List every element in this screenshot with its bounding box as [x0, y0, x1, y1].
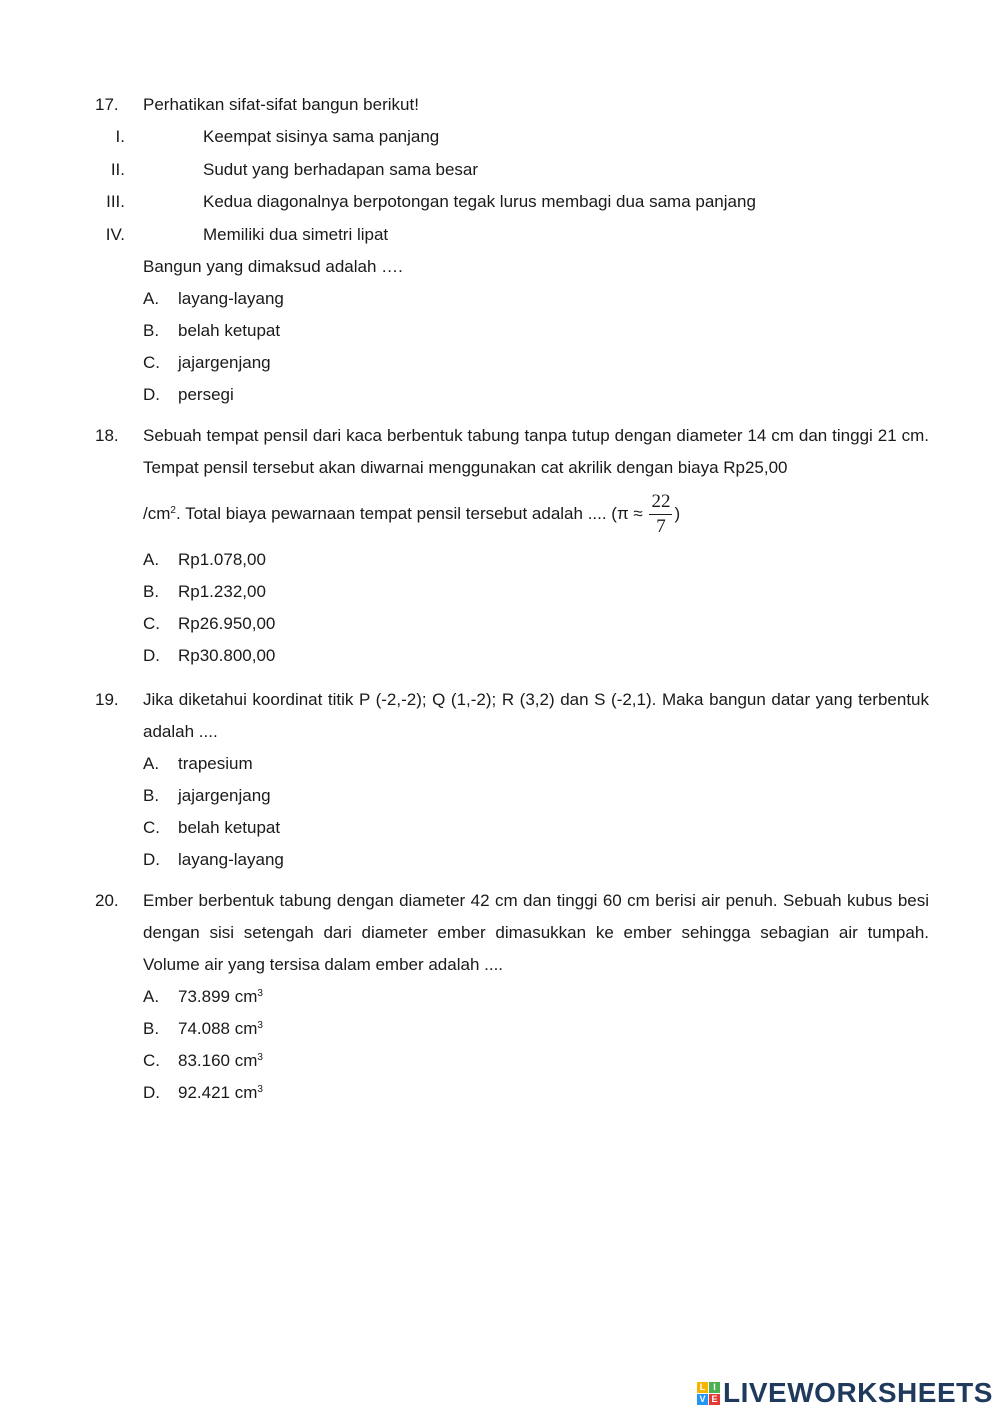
property-numeral: I.	[115, 127, 125, 146]
option-letter: A.	[143, 987, 160, 1006]
answer-option[interactable]	[143, 1045, 929, 1077]
option-text	[178, 1077, 263, 1109]
option-letter: C.	[143, 614, 160, 633]
option-unit-exponent: 3	[257, 1084, 263, 1095]
option-letter: B.	[143, 582, 160, 601]
option-value: 83.160	[178, 1051, 230, 1070]
answer-option[interactable]	[143, 844, 929, 876]
property-text: Keempat sisinya sama panjang	[203, 127, 440, 146]
question-number: 19.	[95, 690, 119, 709]
answer-option[interactable]	[143, 981, 929, 1013]
property-item	[115, 121, 929, 154]
property-item	[106, 186, 929, 219]
logo-icon-tile: L	[697, 1382, 708, 1393]
option-letter: C.	[143, 818, 160, 837]
answer-option[interactable]	[143, 1013, 929, 1045]
option-unit-exponent: 3	[257, 988, 263, 999]
question-stem-continuation	[143, 484, 929, 544]
option-text: jajargenjang	[178, 786, 271, 805]
option-text: Rp30.800,00	[178, 646, 276, 665]
option-text: persegi	[178, 385, 234, 404]
logo-icon-tile: I	[709, 1382, 720, 1393]
fraction-denominator: 7	[656, 516, 666, 538]
option-unit-exponent: 3	[257, 1020, 263, 1031]
option-text	[178, 1045, 263, 1077]
question-17	[95, 89, 929, 411]
answer-option[interactable]	[143, 812, 929, 844]
option-letter: A.	[143, 289, 160, 308]
question-stem: Ember berbentuk tabung dengan diameter 42 cm dan tinggi 60 cm berisi air penuh. Sebuah kubus besi dengan sisi setengah dari diameter ember dimasukkan ke ember sehingga sebagian air tumpah. Volume air yang tersisa dalam ember adalah ....	[143, 891, 929, 974]
option-unit: cm	[234, 1051, 258, 1070]
option-text: layang-layang	[178, 289, 284, 308]
property-text: Kedua diagonalnya berpotongan tegak lurus membagi dua sama panjang	[203, 192, 756, 211]
option-letter: B.	[143, 321, 160, 340]
option-text: belah ketupat	[178, 321, 281, 340]
logo-icon-tile: E	[709, 1394, 720, 1405]
option-letter: C.	[143, 353, 160, 372]
option-letter: D.	[143, 385, 160, 404]
option-letter: B.	[143, 786, 160, 805]
option-value: 74.088	[178, 1019, 230, 1038]
option-text	[178, 1013, 263, 1045]
answer-option[interactable]	[143, 640, 929, 672]
option-letter: D.	[143, 850, 160, 869]
answer-option[interactable]	[143, 608, 929, 640]
logo-text: LIVEWORKSHEETS	[723, 1377, 993, 1408]
answer-option[interactable]	[143, 780, 929, 812]
question-number: 20.	[95, 891, 119, 910]
option-text: belah ketupat	[178, 818, 281, 837]
answer-option[interactable]	[143, 347, 929, 379]
property-numeral: IV.	[105, 224, 125, 244]
question-19	[95, 684, 929, 876]
stem-unit: /cm	[143, 504, 171, 523]
option-letter: B.	[143, 1019, 160, 1038]
option-text: trapesium	[178, 754, 253, 773]
option-letter: A.	[143, 754, 160, 773]
option-letter: D.	[143, 1083, 160, 1102]
property-numeral: II.	[110, 159, 125, 179]
property-numeral: III.	[106, 192, 125, 211]
answer-option[interactable]	[143, 315, 929, 347]
option-letter: C.	[143, 1051, 160, 1070]
answer-option[interactable]	[143, 379, 929, 411]
question-stem: Perhatikan sifat-sifat bangun berikut!	[143, 95, 419, 114]
option-text: Rp1.078,00	[178, 550, 266, 569]
question-number: 17.	[95, 95, 119, 114]
question-18	[95, 420, 929, 672]
option-text: Rp26.950,00	[178, 614, 276, 633]
question-stem: Jika diketahui koordinat titik P (-2,-2); Q (1,-2); R (3,2) dan S (-2,1). Maka bangun datar yang terbentuk adalah ....	[143, 690, 929, 741]
answer-option[interactable]	[143, 1077, 929, 1109]
option-text: layang-layang	[178, 850, 284, 869]
option-text: Rp1.232,00	[178, 582, 266, 601]
option-letter: A.	[143, 550, 160, 569]
logo-icon-tile: V	[697, 1394, 708, 1405]
property-item	[110, 154, 929, 187]
question-number: 18.	[95, 426, 119, 445]
option-value: 73.899	[178, 987, 230, 1006]
question-stem: Sebuah tempat pensil dari kaca berbentuk tabung tanpa tutup dengan diameter 14 cm dan tinggi 21 cm. Tempat pensil tersebut akan diwarnai menggunakan cat akrilik dengan biaya Rp25,00	[143, 426, 929, 477]
pi-fraction	[649, 490, 672, 539]
property-text: Memiliki dua simetri lipat	[203, 224, 389, 244]
option-unit-exponent: 3	[257, 1052, 263, 1063]
option-value: 92.421	[178, 1083, 230, 1102]
option-unit: cm	[234, 1019, 258, 1038]
option-text: jajargenjang	[178, 353, 271, 372]
stem-close: )	[674, 504, 681, 523]
answer-option[interactable]	[143, 748, 929, 780]
liveworksheets-logo-icon	[697, 1382, 720, 1405]
answer-option[interactable]	[143, 283, 929, 315]
property-text: Sudut yang berhadapan sama besar	[203, 159, 479, 179]
option-text	[178, 981, 263, 1013]
answer-option[interactable]	[143, 576, 929, 608]
option-unit: cm	[234, 1083, 258, 1102]
option-unit: cm	[234, 987, 258, 1006]
option-letter: D.	[143, 646, 160, 665]
question-prompt: Bangun yang dimaksud adalah ….	[143, 257, 403, 276]
question-20	[95, 885, 929, 1109]
stem-unit-exponent: 2	[170, 505, 176, 516]
answer-option[interactable]	[143, 544, 929, 576]
stem-tail: . Total biaya pewarnaan tempat pensil tersebut adalah .... (π ≈	[175, 504, 643, 523]
property-item	[105, 219, 929, 252]
fraction-numerator: 22	[649, 490, 672, 515]
liveworksheets-logo[interactable]	[697, 1378, 993, 1408]
